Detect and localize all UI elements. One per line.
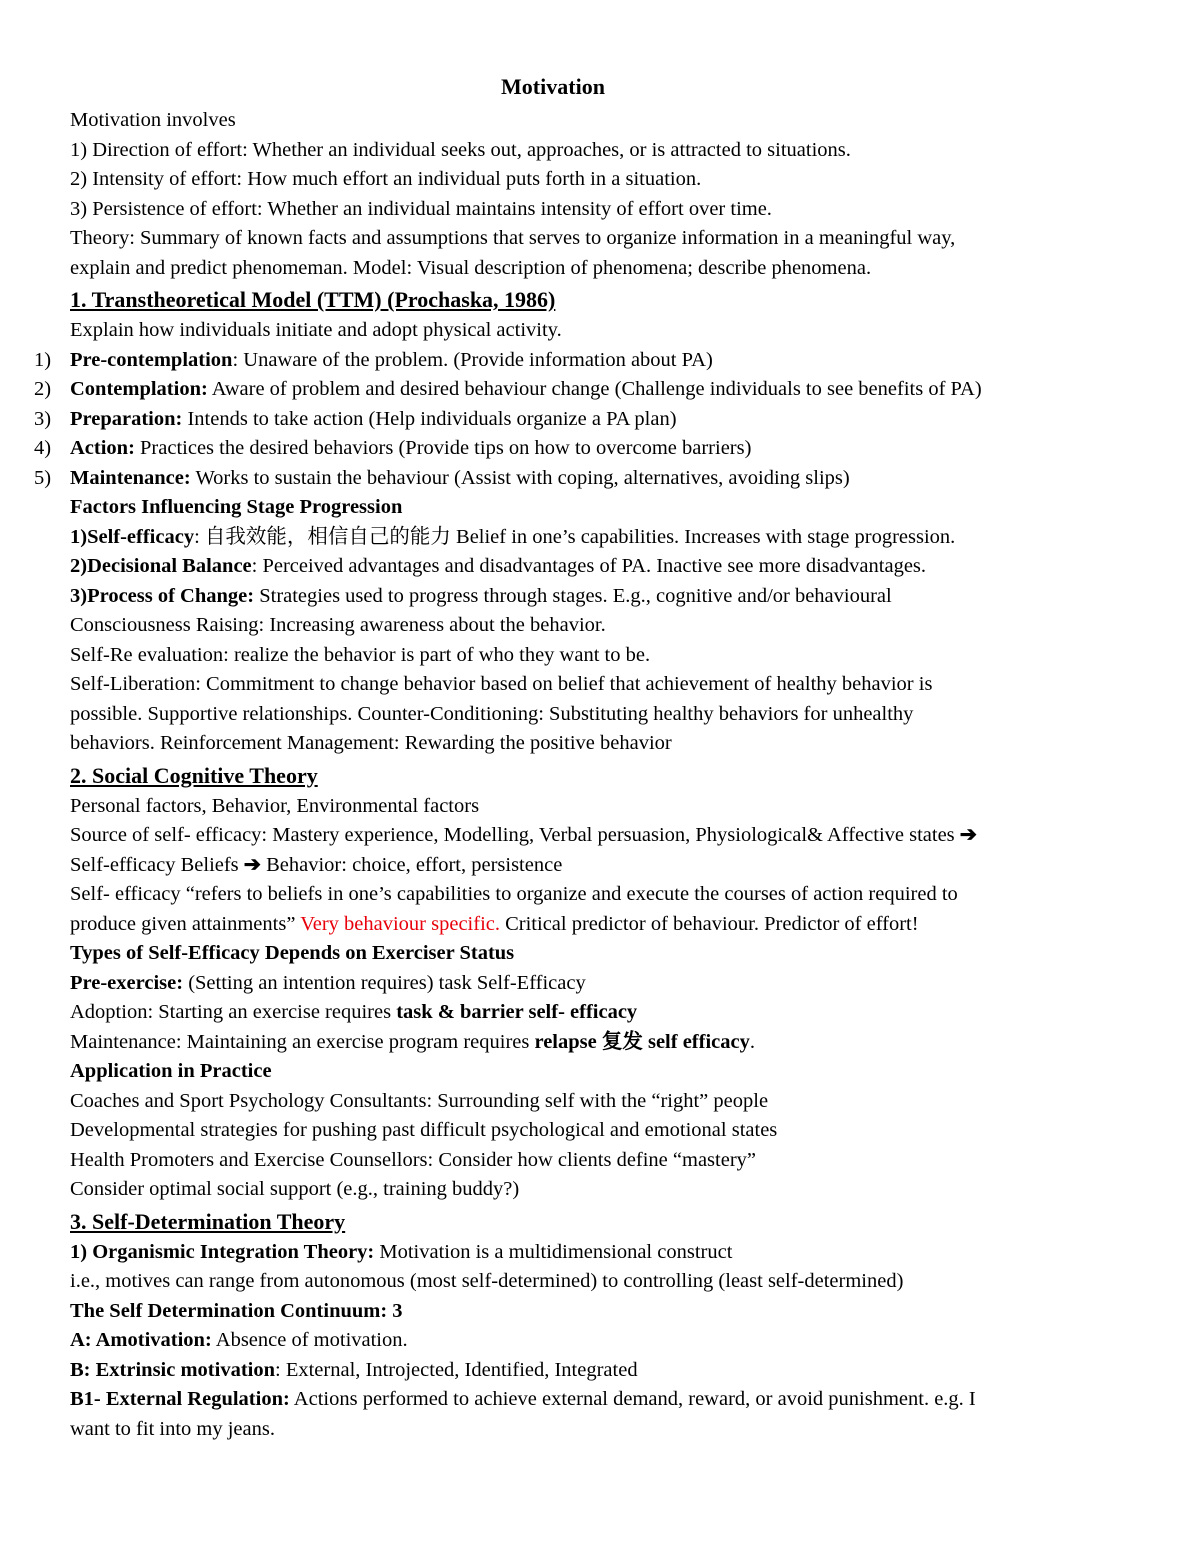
process-line: Self-Re evaluation: realize the behavior is part of who they want to be. (70, 643, 651, 666)
application-heading: Application in Practice (70, 1060, 272, 1082)
sct-line: Self- efficacy “refers to beliefs in one’s capabilities to organize and execute the courses of action required to (70, 883, 958, 905)
sdt-line: want to fit into my jeans. (70, 1417, 275, 1440)
application-line: Coaches and Sport Psychology Consultants: Surrounding self with the “right” people (70, 1089, 769, 1112)
factors-heading: Factors Influencing Stage Progression (70, 496, 403, 518)
sdt-line (70, 1326, 1140, 1356)
sct-line (70, 821, 1140, 851)
process-line: Consciousness Raising: Increasing awareness about the behavior. (70, 614, 606, 636)
list-item (34, 405, 1140, 435)
list-number: 4) (34, 437, 52, 459)
stage-text: Aware of problem and desired behaviour change (Challenge individuals to see benefits of PA) (207, 378, 982, 400)
document-body (34, 106, 1140, 1444)
factor-term: 3)Process of Change: (70, 584, 255, 607)
intro-line: explain and predict phenomeman. Model: Visual description of phenomena; describe phenomena. (70, 256, 872, 279)
intro-line: 1) Direction of effort: Whether an individual seeks out, approaches, or is attracted to situations. (70, 138, 851, 161)
continuum-heading: The Self Determination Continuum: 3 (70, 1299, 403, 1322)
type-line (70, 1028, 1140, 1058)
intro-line: 3) Persistence of effort: Whether an individual maintains intensity of effort over time. (70, 197, 772, 220)
stage-term: Maintenance: (70, 466, 191, 489)
ttm-explain: Explain how individuals initiate and adopt physical activity. (70, 319, 562, 341)
stage-text: Practices the desired behaviors (Provide tips on how to overcome barriers) (134, 437, 752, 459)
list-item (34, 346, 1140, 376)
type-text: Adoption: Starting an exercise requires (70, 1001, 397, 1023)
section-heading-sct: 2. Social Cognitive Theory (70, 762, 318, 788)
sct-text: Behavior: choice, effort, persistence (260, 853, 563, 876)
section-heading-ttm: 1. Transtheoretical Model (TTM) (Prochaska, 1986) (70, 287, 556, 312)
factor-term: 2)Decisional Balance (70, 555, 252, 577)
sct-text: Source of self- efficacy: Mastery experience, Modelling, Verbal persuasion, Physiological& Affective states (70, 824, 960, 846)
sdt-line (70, 1385, 1140, 1415)
stage-text: : Unaware of the problem. (Provide information about PA) (232, 348, 713, 371)
sdt-text: Actions performed to achieve external demand, reward, or avoid punishment. e.g. I (289, 1388, 976, 1410)
right-arrow-icon: ➔ (243, 853, 261, 876)
sdt-term: B1- External Regulation: (70, 1388, 290, 1410)
section-heading-sdt: 3. Self-Determination Theory (70, 1208, 346, 1234)
application-line: Consider optimal social support (e.g., training buddy?) (70, 1178, 520, 1200)
list-number: 1) (34, 348, 52, 371)
sdt-term: B: Extrinsic motivation (70, 1358, 275, 1381)
sdt-line: i.e., motives can range from autonomous (most self-determined) to controlling (least self-determined) (70, 1270, 904, 1292)
list-item (34, 375, 1140, 405)
process-line: Self-Liberation: Commitment to change behavior based on belief that achievement of healthy behavior is (70, 673, 933, 695)
intro-line: Theory: Summary of known facts and assumptions that serves to organize information in a meaningful way, (70, 227, 956, 249)
sdt-line (70, 1238, 1140, 1268)
type-line (70, 998, 1140, 1028)
stage-term: Pre-contemplation (70, 348, 233, 371)
application-line: Health Promoters and Exercise Counsellors: Consider how clients define “mastery” (70, 1148, 756, 1171)
factor-text: : 自我效能，相信自己的能力 Belief in one’s capabilities. Increases with stage progression. (194, 525, 956, 548)
sct-line (70, 910, 1140, 940)
sdt-text: : External, Introjected, Identified, Integrated (275, 1358, 638, 1381)
sdt-text: Absence of motivation. (211, 1329, 408, 1351)
stage-term: Action: (70, 437, 135, 459)
sct-text: Self-efficacy Beliefs (70, 853, 244, 876)
list-number: 2) (34, 378, 52, 400)
stage-term: Contemplation: (70, 378, 208, 400)
type-text: . (749, 1030, 755, 1053)
type-term: relapse 复发 self efficacy (534, 1030, 750, 1053)
type-line (70, 969, 1140, 999)
intro-line: 2) Intensity of effort: How much effort an individual puts forth in a situation. (70, 168, 702, 190)
factor-text: Strategies used to progress through stages. E.g., cognitive and/or behavioural (254, 584, 892, 607)
factor-line (70, 523, 1140, 553)
intro-line: Motivation involves (70, 109, 236, 131)
stage-text: Intends to take action (Help individuals organize a PA plan) (182, 407, 677, 430)
sdt-term: 1) Organismic Integration Theory: (70, 1240, 375, 1263)
page-title: Motivation (501, 74, 605, 99)
stage-term: Preparation: (70, 407, 183, 430)
sdt-text: Motivation is a multidimensional construct (374, 1240, 733, 1263)
type-term: Pre-exercise: (70, 971, 184, 994)
types-heading: Types of Self-Efficacy Depends on Exerciser Status (70, 942, 515, 964)
sdt-term: A: Amotivation: (70, 1329, 212, 1351)
type-text: (Setting an intention requires) task Self-Efficacy (183, 971, 586, 994)
process-line: behaviors. Reinforcement Management: Rewarding the positive behavior (70, 732, 672, 754)
sct-line (70, 851, 1140, 881)
application-line: Developmental strategies for pushing past difficult psychological and emotional states (70, 1119, 778, 1141)
highlight-text: Very behaviour specific. (300, 912, 500, 935)
list-item (34, 434, 1140, 464)
list-number: 5) (34, 466, 52, 489)
sct-line: Personal factors, Behavior, Environmental factors (70, 794, 480, 817)
sct-text: produce given attainments” (70, 912, 301, 935)
stage-text: Works to sustain the behaviour (Assist with coping, alternatives, avoiding slips) (190, 466, 850, 489)
list-number: 3) (34, 407, 52, 430)
factor-line (70, 582, 1140, 612)
right-arrow-icon: ➔ (959, 824, 977, 846)
factor-term: 1)Self-efficacy (70, 525, 195, 548)
list-item (34, 464, 1140, 494)
sct-text: Critical predictor of behaviour. Predictor of effort! (499, 912, 919, 935)
type-text: Maintenance: Maintaining an exercise program requires (70, 1030, 535, 1053)
factor-line (70, 552, 1140, 582)
type-term: task & barrier self- efficacy (396, 1001, 638, 1023)
sdt-line (70, 1356, 1140, 1386)
process-line: possible. Supportive relationships. Counter-Conditioning: Substituting healthy behaviors for unhealthy (70, 702, 914, 725)
factor-text: : Perceived advantages and disadvantages of PA. Inactive see more disadvantages. (251, 555, 927, 577)
